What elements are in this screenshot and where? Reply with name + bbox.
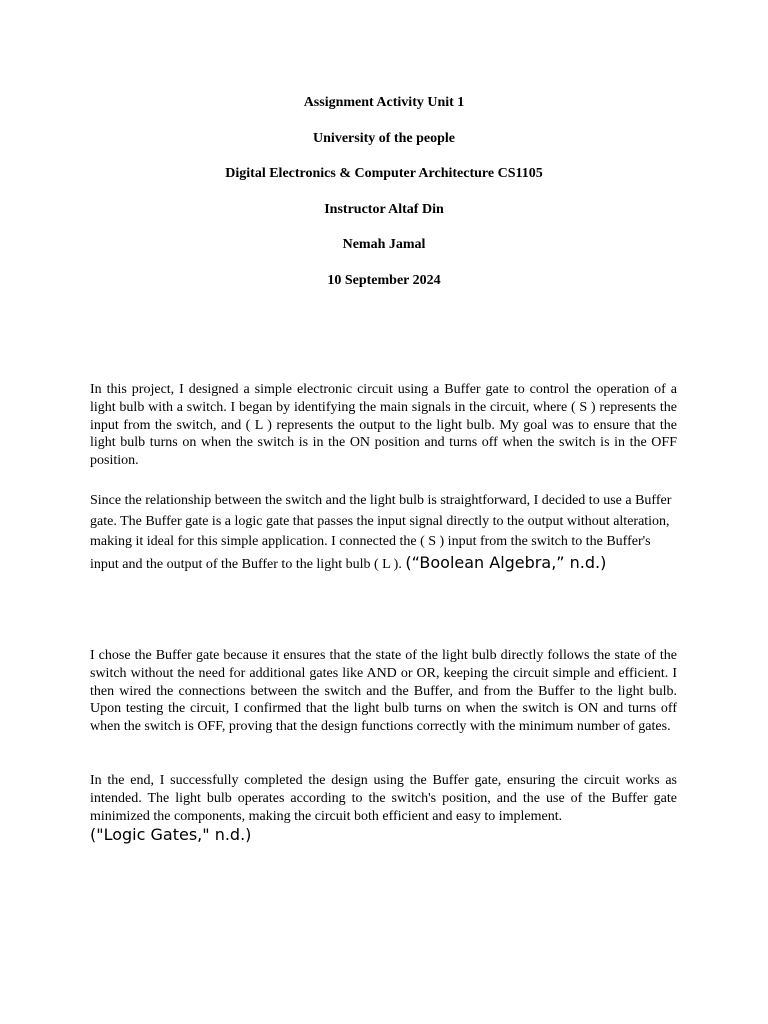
- course-name: Digital Electronics & Computer Architecture CS1105: [225, 166, 543, 182]
- instructor-name: Instructor Altaf Din: [324, 201, 444, 217]
- citation-boolean-algebra: (“Boolean Algebra,” n.d.): [405, 553, 607, 573]
- citation-logic-gates: ("Logic Gates," n.d.): [90, 825, 252, 845]
- document-date: 10 September 2024: [327, 272, 441, 288]
- assignment-title: Assignment Activity Unit 1: [303, 95, 465, 110]
- title-block: [0, 94, 768, 308]
- body-paragraph-4: In the end, I successfully completed the design using the Buffer gate, ensuring the circuit works as intended. The light bulb operates according to the switch's position, and the use of the Buffer gate minimized the components, making the circuit both efficient and easy to implement.: [90, 773, 677, 824]
- university-name: University of the people: [313, 130, 455, 146]
- student-name: Nemah Jamal: [342, 237, 426, 253]
- paragraph-2-text: Since the relationship between the switch and the light bulb is straightforward, I decided to use a Buffer gate. The Buffer gate is a logic gate that passes the input signal directly to the output without alteration, making it ideal for this simple application. I connected the ( S ) input from the switch to the Buffer's input and the output of the Buffer to the light bulb ( L ).: [90, 493, 672, 573]
- body-paragraph-2: [90, 491, 677, 576]
- body-paragraph-4-block: [90, 772, 677, 845]
- body-paragraph-3: I chose the Buffer gate because it ensures that the state of the light bulb directly follows the state of the switch without the need for additional gates like AND or OR, keeping the circuit simple and efficient. I then wired the connections between the switch and the Buffer, and from the Buffer to the light bulb. Upon testing the circuit, I confirmed that the light bulb turns on when the switch is ON and turns off when the switch is OFF, proving that the design functions correctly with the minimum number of gates.: [90, 648, 677, 735]
- body-paragraph-1: In this project, I designed a simple electronic circuit using a Buffer gate to control the operation of a light bulb with a switch. I began by identifying the main signals in the circuit, where ( S ) represents the input from the switch, and ( L ) represents the output to the light bulb. My goal was to ensure that the light bulb turns on when the switch is in the ON position and turns off when the switch is in the OFF position.: [90, 382, 677, 469]
